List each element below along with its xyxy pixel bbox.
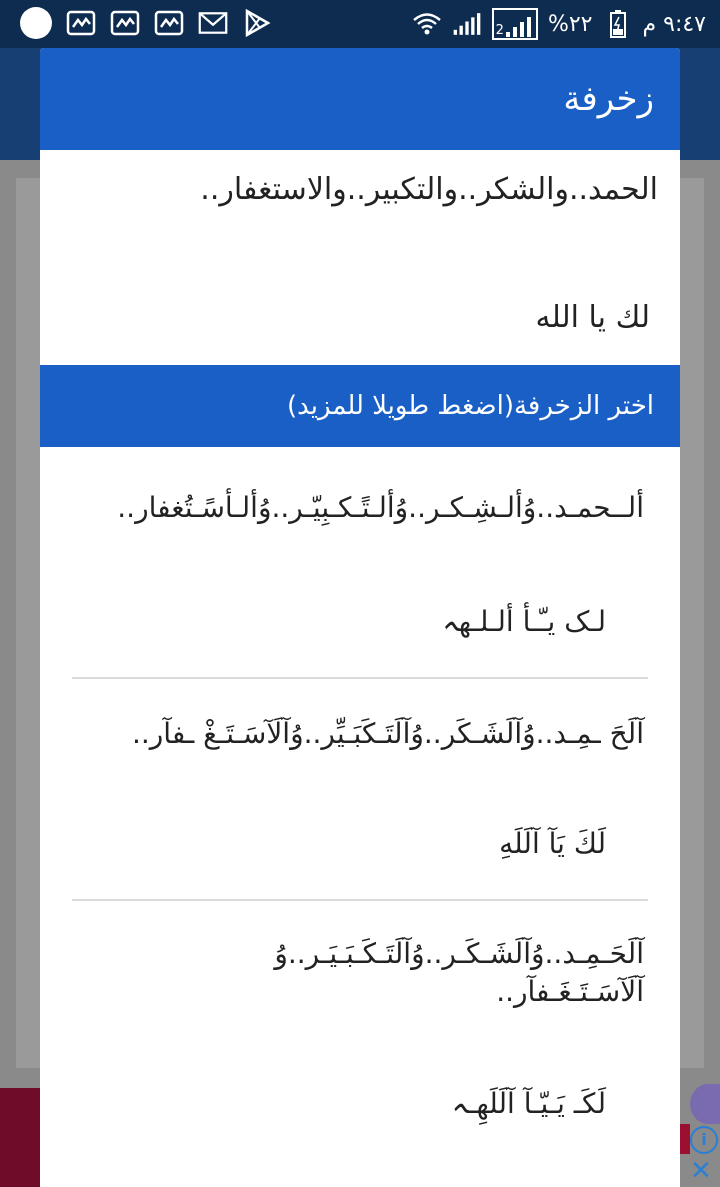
style-item[interactable] bbox=[40, 679, 680, 901]
style-list bbox=[40, 447, 680, 1161]
ad-graphic bbox=[680, 1124, 690, 1154]
style-item-line: آلَحَـمِـد..وُآلَشَـكَـر..وُآلَتَـكَـبَـيَـر..وُ bbox=[274, 937, 644, 970]
signal-icon bbox=[452, 9, 482, 39]
style-item-line: آلَحَ ـمِـد..وُآلَشَـكَر..وُآلَتَـكَبَـيِّر..وُآلَآسَـتَـغْ ـفآر.. bbox=[131, 717, 644, 750]
sim-label: 2 bbox=[495, 23, 504, 38]
style-item-line: لَكَـ يَـيّـآ آلَلَهِـہ bbox=[451, 1087, 606, 1120]
circle-icon bbox=[20, 7, 52, 39]
input-text-line: الحمد..والشكر..والتكبير..والاستغفار.. bbox=[200, 172, 658, 207]
gmail-icon bbox=[198, 8, 228, 38]
style-item-line: آلَآسَـتَـغَـفآر.. bbox=[496, 975, 644, 1008]
dialog-title: زخرفة bbox=[40, 48, 680, 150]
notification-icon bbox=[110, 8, 140, 38]
ad-banner[interactable] bbox=[0, 1088, 40, 1187]
ad-graphic bbox=[690, 1084, 720, 1124]
style-item-line: لَكَ يَآ آلَلَهِ bbox=[499, 827, 606, 860]
decoration-dialog bbox=[40, 48, 680, 1187]
input-text-area bbox=[40, 150, 680, 365]
style-item[interactable] bbox=[40, 901, 680, 1161]
status-bar bbox=[0, 0, 720, 48]
system-indicators bbox=[412, 8, 706, 40]
ad-info-icon[interactable]: i bbox=[690, 1126, 718, 1154]
notification-icon bbox=[154, 8, 184, 38]
style-item-line: لـک يـّـأ ألـلـهہ bbox=[442, 605, 606, 638]
style-item[interactable] bbox=[40, 447, 680, 679]
battery-percent: %٢٢ bbox=[547, 11, 593, 37]
clock: ٩:٤٧ م bbox=[642, 11, 706, 37]
choose-style-header: اختر الزخرفة(اضغط طويلا للمزيد) bbox=[40, 365, 680, 447]
battery-icon bbox=[603, 9, 633, 39]
play-store-icon bbox=[242, 8, 272, 38]
style-item-line: ألــحمـد..وُألـشِـكـر..وُألـتًـكـبِيّـر..وُألـأسًـتُغفار.. bbox=[117, 491, 644, 524]
notification-area bbox=[20, 7, 272, 39]
signal-icon bbox=[492, 8, 538, 40]
wifi-icon bbox=[412, 9, 442, 39]
notification-icon bbox=[66, 8, 96, 38]
ad-close-icon[interactable]: ✕ bbox=[690, 1156, 712, 1186]
input-text-line: لك يا الله bbox=[535, 300, 650, 335]
